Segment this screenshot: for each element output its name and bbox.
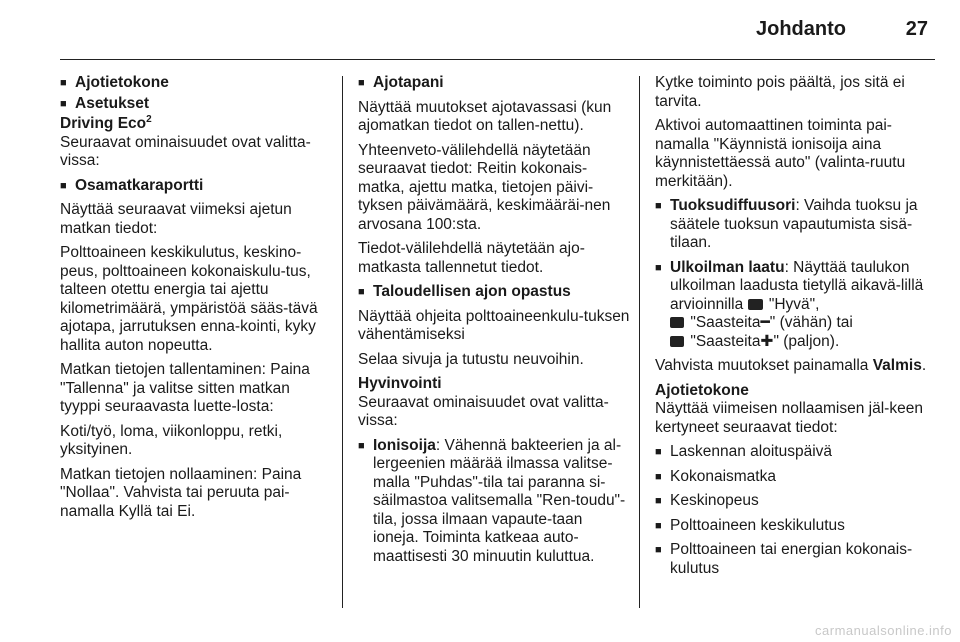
list-item: ■ Kokonaismatka [655, 468, 927, 487]
driving-eco-intro: Seuraavat ominaisuudet ovat valitta-vissa: [60, 133, 311, 169]
osamatka-paragraph-4: Koti/työ, loma, viikonloppu, retki, yksityinen. [60, 422, 283, 458]
confirm-paragraph [655, 357, 927, 376]
air-quality-low-pollution-icon [670, 317, 684, 328]
column-divider-1 [342, 76, 343, 608]
hyvinvointi-intro: Seuraavat ominaisuudet ovat valitta-vissa: [358, 393, 609, 429]
ulkoilma-high-post: " (paljon). [773, 332, 840, 350]
confirm-text: Vahvista muutokset painamalla [655, 357, 869, 374]
item-ionisoija [358, 437, 632, 567]
section-heading-hyvinvointi: Hyvinvointi [358, 375, 442, 392]
menu-item-asetukset: ■ Asetukset [60, 95, 332, 114]
ulkoilma-text: : Näyttää taulukon ulkoilman laadusta tietyllä aikavä-lillä arvioinnilla [670, 258, 924, 313]
confirm-label: Valmis [872, 357, 922, 374]
air-quality-good-icon [748, 299, 763, 310]
menu-item-ajotietokone: ■ Ajotietokone [60, 74, 332, 93]
ulkoilma-label: Ulkoilman laatu [670, 258, 785, 276]
tuoksu-label: Tuoksudiffuusori [670, 197, 796, 214]
air-quality-high-pollution-icon [670, 336, 684, 347]
tuoksu-text: : Vaihda tuoksu ja säätele tuoksun vapautumista sisä-tilaan. [670, 197, 918, 251]
watermark: carmanualsonline.info [815, 623, 952, 638]
ionisoija-text: : Vähennä bakteerien ja al-lergeenien määrää ilmassa valitse-malla "Puhdas"-tila tai paranna si-säilmastoa valitsemalla "Ren-toudu"-tila, jossa ilmaan vapaute-taan ioneja. Toiminta katkeaa auto-maattisesti 30 minuutin kuluttua. [373, 436, 626, 565]
column-2 [358, 74, 632, 572]
osamatka-paragraph-3: Matkan tietojen tallentaminen: Paina "Tallenna" ja valitse sitten matkan tyyppi seuraavasta luette-losta: [60, 361, 310, 415]
item-osamatkaraportti: ■ Osamatkaraportti [60, 177, 332, 196]
ajotietokone-intro: Näyttää viimeisen nollaamisen jäl-keen kertyneet seuraavat tiedot: [655, 400, 923, 436]
ionisoija-label: Ionisoija [373, 436, 436, 454]
talous-paragraph-2: Selaa sivuja ja tutustu neuvoihin. [358, 350, 584, 368]
item-tuoksudiffuusori [655, 197, 927, 253]
list-item: ■ Polttoaineen tai energian kokonais-kulutus [655, 541, 927, 578]
osamatka-paragraph-5: Matkan tietojen nollaaminen: Paina "Nollaa". Vahvista tai peruuta pai-namalla Kyllä tai Ei. [60, 465, 302, 520]
confirm-dot: . [921, 357, 927, 374]
item-ulkoilman-laatu [655, 259, 927, 352]
section-heading-driving-eco [60, 115, 332, 134]
column-1 [60, 74, 332, 527]
talous-paragraph-1: Näyttää ohjeita polttoaineenkulu-tuksen vähentämiseksi [358, 307, 630, 343]
minus-icon: ━ [760, 314, 770, 331]
item-ajotapani: ■ Ajotapani [358, 74, 632, 93]
driving-eco-title: Driving Eco [60, 115, 147, 132]
page-number: 27 [905, 18, 928, 40]
ajotapani-paragraph-1: Näyttää muutokset ajotavassasi (kun ajomatkan tiedot on tallen-nettu). [358, 98, 612, 134]
header-rule [60, 59, 935, 60]
ulkoilma-high-pre: "Saasteita [690, 332, 761, 350]
osamatka-paragraph-1: Näyttää seuraavat viimeksi ajetun matkan tiedot: [60, 201, 292, 237]
column-3 [655, 74, 927, 584]
col3-paragraph-2: Aktivoi automaattinen toiminta pai-namalla "Käynnistä ionisoija aina käynnistettäessä auto" (valinta-ruutu merkitään). [655, 117, 906, 190]
col3-paragraph-1: Kytke toiminto pois päältä, jos sitä ei tarvita. [655, 74, 905, 110]
ulkoilma-good: "Hyvä", [768, 295, 820, 313]
list-item: ■ Polttoaineen keskikulutus [655, 517, 927, 536]
list-item: ■ Laskennan aloituspäivä [655, 443, 927, 462]
ajotapani-paragraph-2: Yhteenveto-välilehdellä näytetään seuraavat tiedot: Reitin kokonais-matka, ajettu matka, tietojen päivi-tyksen päivämäärä, keskimääräi-nen arvosana 100:sta. [358, 141, 611, 233]
ajotapani-paragraph-3: Tiedot-välilehdellä näytetään ajo-matkasta tallennetut tiedot. [358, 240, 585, 276]
list-item: ■ Keskinopeus [655, 492, 927, 511]
running-header-title: Johdanto [756, 18, 846, 40]
section-heading-ajotietokone: Ajotietokone [655, 381, 749, 399]
footnote-marker: 2 [146, 113, 152, 125]
plus-icon: ✚ [760, 332, 774, 350]
ulkoilma-low-post: " (vähän) tai [769, 314, 853, 331]
column-divider-2 [639, 76, 640, 608]
item-taloudellisen-ajon-opastus: ■ Taloudellisen ajon opastus [358, 283, 632, 302]
osamatka-paragraph-2: Polttoaineen keskikulutus, keskino-peus, polttoaineen kokonaiskulu-tus, talteen otettu energia tai ajettu kilometrimäärä, ympäristöä sääs-tävä ajotapa, jarrutuksen enna-kointi, kyky hallita auton nopeutta. [60, 244, 318, 354]
ulkoilma-low-pre: "Saasteita [690, 314, 761, 331]
